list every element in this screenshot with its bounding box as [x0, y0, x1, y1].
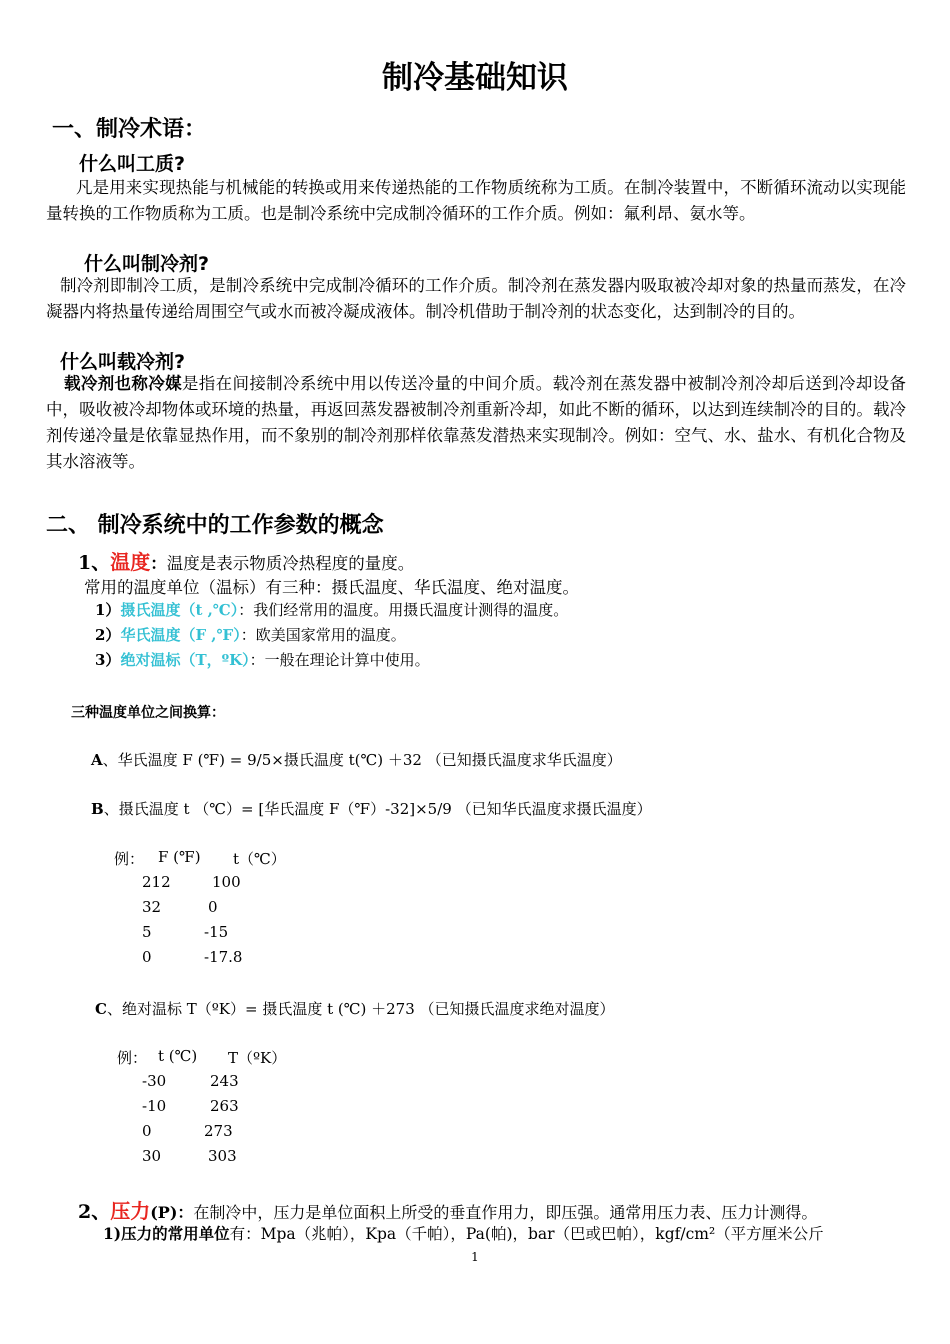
pressure-symbol: (P)： — [150, 1203, 194, 1222]
table-cell: 32 — [142, 898, 162, 916]
table-cell: -30 — [142, 1072, 167, 1090]
formula-text: 、摄氏温度 t （℃）= [华氏温度 F（℉）-32]×5/9 （已知华氏温度求摄氏温度） — [103, 800, 652, 818]
pressure-units-text: 有：Mpa（兆帕），Kpa（千帕），Pa(帕)，bar（巴或巴帕），kgf/cm²（平方厘米公斤 — [229, 1225, 824, 1243]
pressure-number: 2、 — [78, 1201, 111, 1223]
item-name-fahrenheit: 华氏温度（F ,℉） — [120, 626, 241, 644]
page-number: 1 — [471, 1250, 479, 1264]
section-heading-terms: 一、制冷术语： — [52, 117, 207, 142]
formula-label: B — [91, 800, 104, 818]
question-heading-working-fluid: 什么叫工质? — [79, 153, 186, 175]
table-cell: 243 — [210, 1072, 239, 1090]
table-cell: 263 — [210, 1097, 239, 1115]
pressure-label: 压力 — [110, 1199, 151, 1223]
temperature-label: 温度 — [110, 550, 151, 574]
temperature-number: 1、 — [78, 552, 111, 574]
pressure-line — [78, 1195, 817, 1224]
paragraph-refrigerant: 制冷剂即制冷工质，是制冷系统中完成制冷循环的工作介质。制冷剂在蒸发器内吸取被冷却对象的热量而蒸发，在冷凝器内将热量传递给周围空气或水而被冷凝成液体。制冷机借助于制冷剂的状态变化，达到制冷的目的。 — [46, 276, 906, 321]
temperature-units-intro: 常用的温度单位（温标）有三种：摄氏温度、华氏温度、绝对温度。 — [84, 578, 579, 597]
formula-text: 、绝对温标 T（ºK）= 摄氏温度 t (℃) ＋273 （已知摄氏温度求绝对温度） — [106, 1000, 615, 1018]
table-cell: 0 — [142, 948, 152, 966]
item-number: 1） — [95, 601, 121, 619]
table-header: t (℃) — [158, 1047, 198, 1065]
table-cell: 100 — [212, 873, 241, 891]
table-cell: 0 — [142, 1122, 152, 1140]
formula-label: A — [91, 751, 103, 769]
table-header: F (℉) — [158, 848, 201, 866]
pressure-units-number: 1) — [103, 1224, 122, 1243]
paragraph-secondary-refrigerant-text: 是指在间接制冷系统中用以传送冷量的中间介质。载冷剂在蒸发器中被制冷剂冷却后送到冷却设备中，吸收被冷却物体或环境的热量，再返回蒸发器被制冷剂重新冷却，如此不断的循环，以达到连续制冷的目的。载冷剂传递冷量是依靠显热作用，而不象别的制冷剂那样依靠蒸发潜热来实现制冷。例如：空气、水、盐水、有机化合物及其水溶液等。 — [46, 374, 907, 471]
paragraph-secondary-refrigerant — [46, 371, 906, 475]
table-header: T（ºK） — [228, 1049, 287, 1067]
item-name-celsius: 摄氏温度（t ,℃） — [120, 601, 239, 619]
section-heading-parameters: 二、 制冷系统中的工作参数的概念 — [46, 513, 384, 538]
formula-label: C — [95, 1000, 107, 1018]
paragraph-working-fluid: 凡是用来实现热能与机械能的转换或用来传递热能的工作物质统称为工质。在制冷装置中，不断循环流动以实现能量转换的工作物质称为工质。也是制冷系统中完成制冷循环的工作介质。例如：氟利昂、氨水等。 — [46, 178, 906, 223]
table-cell: 5 — [142, 923, 152, 941]
temp-unit-item-kelvin — [95, 649, 430, 670]
table-cell: 0 — [208, 898, 218, 916]
table-cell: 303 — [208, 1147, 237, 1165]
table-cell: 30 — [142, 1147, 162, 1165]
example-label: 例： — [114, 850, 145, 868]
table-cell: 273 — [204, 1122, 233, 1140]
temp-unit-item-celsius — [95, 599, 568, 620]
table-header: t（℃） — [233, 850, 286, 868]
table-cell: 212 — [142, 873, 171, 891]
pressure-units-line — [103, 1222, 824, 1244]
item-desc: ：我们经常用的温度。用摄氏温度计测得的温度。 — [238, 601, 569, 619]
temperature-colon: ： — [150, 554, 167, 573]
item-number: 2） — [95, 626, 121, 644]
table-cell: -17.8 — [204, 948, 243, 966]
item-name-kelvin: 绝对温标（T，ºK） — [120, 651, 250, 669]
table-cell: -10 — [142, 1097, 167, 1115]
temp-unit-item-fahrenheit — [95, 624, 406, 645]
item-desc: ：一般在理论计算中使用。 — [249, 651, 430, 669]
formula-c — [95, 998, 615, 1019]
term-secondary-refrigerant: 载冷剂也称冷媒 — [64, 374, 182, 393]
question-heading-refrigerant: 什么叫制冷剂? — [84, 253, 210, 275]
item-desc: ：欧美国家常用的温度。 — [240, 626, 406, 644]
pressure-units-term: 压力的常用单位 — [121, 1224, 230, 1243]
formula-b — [91, 798, 652, 819]
table-cell: -15 — [204, 923, 229, 941]
page-title: 制冷基础知识 — [382, 60, 568, 96]
example-label: 例： — [117, 1049, 148, 1067]
conversion-heading: 三种温度单位之间换算： — [71, 705, 225, 721]
item-number: 3） — [95, 651, 121, 669]
temperature-desc: 温度是表示物质冷热程度的量度。 — [166, 554, 415, 573]
formula-text: 、华氏温度 F (℉) = 9/5×摄氏温度 t(℃) ＋32 （已知摄氏温度求华氏温度） — [102, 751, 622, 769]
pressure-desc: 在制冷中，压力是单位面积上所受的垂直作用力，即压强。通常用压力表、压力计测得。 — [193, 1203, 818, 1222]
question-heading-secondary-refrigerant: 什么叫载冷剂? — [60, 351, 186, 373]
temperature-line — [78, 546, 414, 575]
formula-a — [91, 749, 622, 770]
